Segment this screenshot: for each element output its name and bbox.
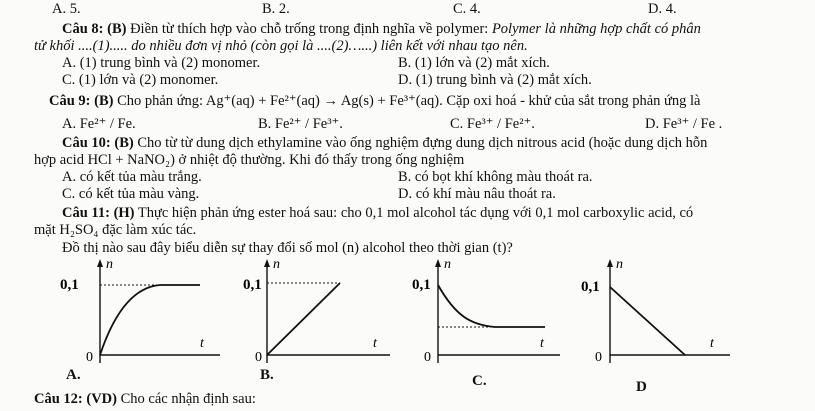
question-11-text: Thực hiện phản ứng ester hoá sau: cho 0,1 mol alcohol tác dụng với 0,1 mol carboxylic acid, có bbox=[134, 205, 694, 221]
graph-d-label: D bbox=[636, 379, 647, 395]
graph-c bbox=[410, 255, 565, 370]
question-8-definition: Polymer là những hợp chất có phân bbox=[491, 21, 701, 37]
origin-label: 0 bbox=[255, 350, 262, 365]
question-10-option-c: C. có kết tủa màu vàng. bbox=[62, 186, 200, 202]
question-8-option-c: C. (1) lớn và (2) monomer. bbox=[62, 72, 219, 88]
graph-c-label: C. bbox=[472, 373, 487, 389]
y-tick-label: 0,1 bbox=[412, 277, 431, 293]
question-9-option-d: D. Fe³⁺ / Fe . bbox=[645, 116, 723, 132]
y-axis-label: n bbox=[616, 257, 623, 272]
y-tick-label: 0,1 bbox=[243, 277, 262, 293]
origin-label: 0 bbox=[595, 350, 602, 365]
question-12-text: Cho các nhận định sau: bbox=[116, 391, 256, 407]
question-8-label: Câu 8: (B) bbox=[62, 21, 127, 37]
question-9-option-b: B. Fe²⁺ / Fe³⁺. bbox=[258, 116, 343, 132]
question-10-stem bbox=[62, 135, 707, 152]
prev-option-b: B. 2. bbox=[262, 1, 290, 17]
question-10-option-d: D. có khí màu nâu thoát ra. bbox=[398, 186, 556, 202]
x-axis-label: t bbox=[200, 336, 204, 351]
prev-option-c: C. 4. bbox=[453, 1, 481, 17]
y-axis-arrow bbox=[607, 259, 613, 267]
x-axis-label: t bbox=[710, 336, 714, 351]
question-9-text: Cho phản ứng: Ag⁺(aq) + Fe²⁺(aq) → Ag(s) + Fe³⁺(aq). Cặp oxi hoá - khử của sắt trong phản ứng là bbox=[113, 93, 701, 109]
graph-b-label: B. bbox=[260, 367, 274, 383]
origin-label: 0 bbox=[424, 350, 431, 365]
curve bbox=[438, 285, 545, 327]
y-tick-label: 0,1 bbox=[581, 279, 600, 295]
question-11-question: Đồ thị nào sau đây biểu diễn sự thay đổi số mol (n) alcohol theo thời gian (t)? bbox=[62, 240, 513, 256]
question-12-label: Câu 12: (VD) bbox=[34, 391, 117, 407]
y-tick-label: 0,1 bbox=[60, 277, 79, 293]
question-8-option-b: B. (1) lớn và (2) mắt xích. bbox=[398, 55, 550, 71]
question-8-text-cont: tử khối ....(1)..... do nhiều đơn vị nhỏ (còn gọi là ....(2)…...) liên kết với nhau tạo nên. bbox=[34, 38, 528, 54]
curve bbox=[100, 285, 200, 355]
question-8-stem bbox=[62, 21, 701, 38]
question-8-option-d: D. (1) trung bình và (2) mắt xích. bbox=[398, 72, 592, 88]
origin-label: 0 bbox=[86, 350, 93, 365]
question-8-option-a: A. (1) trung bình và (2) monomer. bbox=[62, 55, 261, 71]
question-8-text: Điền từ thích hợp vào chỗ trống trong định nghĩa về polymer: bbox=[126, 21, 492, 37]
graph-d bbox=[575, 255, 735, 370]
graph-b bbox=[225, 255, 400, 370]
graph-a bbox=[50, 255, 225, 370]
question-10-text-cont: hợp acid HCl + NaNO₂) ở nhiệt độ thường. Khi đó thấy trong ống nghiệm bbox=[34, 152, 465, 168]
x-axis-label: t bbox=[540, 336, 544, 351]
question-12-stem bbox=[34, 391, 256, 408]
y-axis-arrow bbox=[97, 259, 103, 267]
line bbox=[610, 287, 685, 355]
y-axis-arrow bbox=[264, 259, 270, 267]
y-axis-label: n bbox=[106, 257, 113, 272]
question-11-label: Câu 11: (H) bbox=[62, 205, 135, 221]
prev-option-a: A. 5. bbox=[52, 1, 81, 17]
prev-option-d: D. 4. bbox=[648, 1, 677, 17]
y-axis-label: n bbox=[444, 257, 451, 272]
question-11-stem bbox=[62, 205, 693, 222]
question-9-label: Câu 9: (B) bbox=[49, 93, 114, 109]
question-10-text: Cho từ từ dung dịch ethylamine vào ống nghiệm đựng dung dịch nitrous acid (hoặc dung dịch hỗn bbox=[133, 135, 708, 151]
question-9-stem bbox=[49, 93, 700, 110]
x-axis-label: t bbox=[373, 336, 377, 351]
line bbox=[267, 283, 340, 355]
question-11-text-cont: mặt H₂SO₄ đặc làm xúc tác. bbox=[34, 222, 197, 238]
question-10-label: Câu 10: (B) bbox=[62, 135, 134, 151]
question-10-option-a: A. có kết tủa màu trắng. bbox=[62, 169, 202, 185]
y-axis-arrow bbox=[435, 259, 441, 267]
question-9-option-a: A. Fe²⁺ / Fe. bbox=[62, 116, 136, 132]
y-axis-label: n bbox=[273, 257, 280, 272]
question-10-option-b: B. có bọt khí không màu thoát ra. bbox=[398, 169, 593, 185]
graph-a-label: A. bbox=[66, 367, 81, 383]
question-9-option-c: C. Fe³⁺ / Fe²⁺. bbox=[450, 116, 535, 132]
